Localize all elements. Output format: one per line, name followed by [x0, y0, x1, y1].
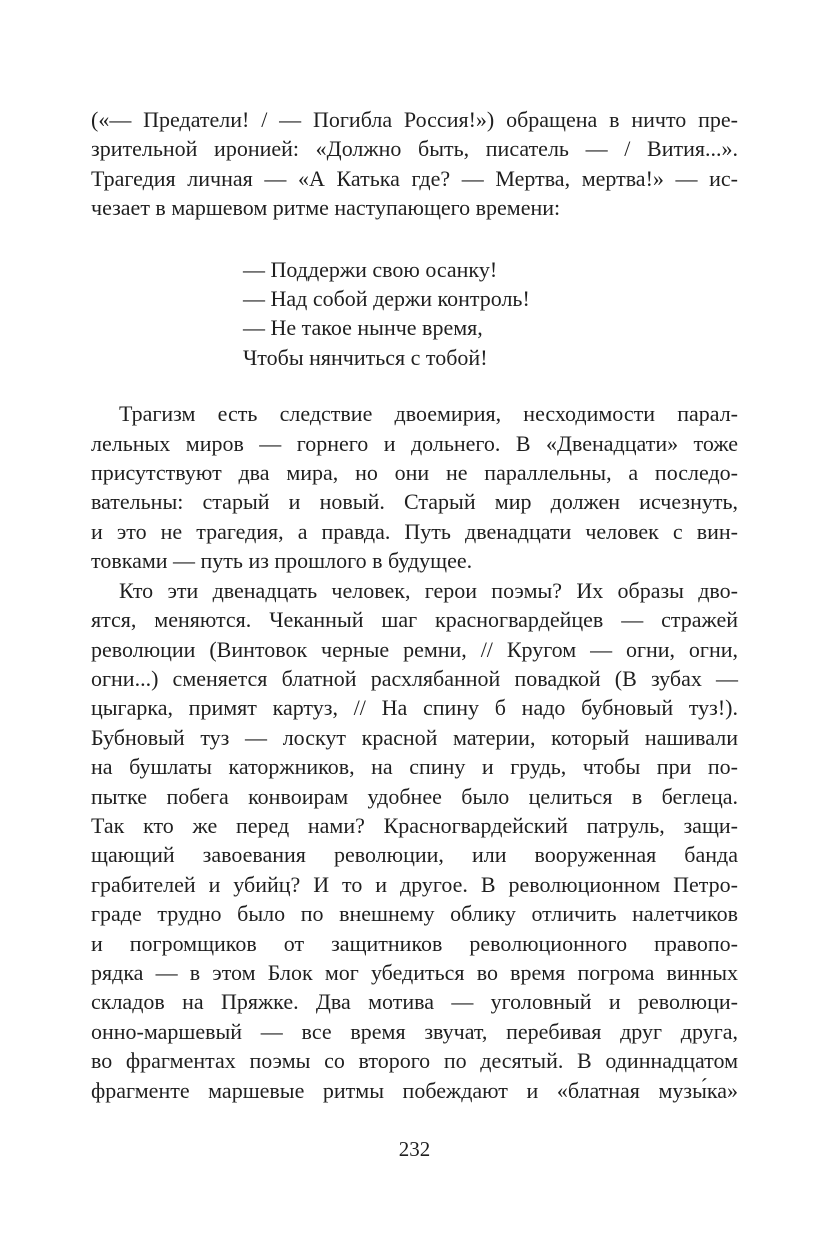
text-line: складов на Пряжке. Два мотива — уголовный и революци-: [91, 989, 738, 1015]
text-line: — Не такое нынче время,: [243, 315, 483, 341]
text-line: на бушлаты каторжников, на спину и грудь, чтобы при по-: [91, 754, 738, 780]
page-number: 232: [398, 1137, 431, 1161]
text-line: цыгарка, примят картуз, // На спину б надо бубновый туз!).: [91, 695, 738, 721]
text-line: фрагменте маршевые ритмы побеждают и «блатная музы́ка»: [91, 1077, 738, 1103]
text-line: и погромщиков от защитников революционного правопо-: [91, 930, 738, 956]
text-line: во фрагментах поэмы со второго по десятый. В одиннадцатом: [91, 1048, 738, 1074]
text-line: грабителей и убийц? И то и другое. В революционном Петро-: [91, 871, 738, 897]
text-block: [91, 105, 738, 1164]
text-line: — Поддержи свою осанку!: [243, 256, 498, 282]
paragraph-opening: [91, 105, 738, 223]
text-line: революции (Винтовок черные ремни, // Кругом — огни, огни,: [91, 636, 738, 662]
text-line: чезает в маршевом ритме наступающего времени:: [91, 195, 561, 221]
text-line: Трагизм есть следствие двоемирия, несходимости парал-: [119, 401, 738, 427]
text-line: — Над собой держи контроль!: [243, 286, 530, 312]
text-line: лельных миров — горнего и дольнего. В «Двенадцати» тоже: [91, 430, 738, 456]
verse-quote: [243, 255, 738, 373]
paragraph-tragizm: [91, 399, 738, 575]
paragraph-dvenadtsat: [91, 576, 738, 1105]
text-line: ятся, меняются. Чеканный шаг красногвардейцев — стражей: [91, 607, 738, 633]
text-line: присутствуют два мира, но они не параллельны, а последо-: [91, 460, 738, 486]
text-line: онно-маршевый — все время звучат, перебивая друг друга,: [91, 1018, 738, 1044]
text-line: Бубновый туз — лоскут красной материи, который нашивали: [91, 724, 738, 750]
text-line: рядка — в этом Блок мог убедиться во время погрома винных: [91, 959, 738, 985]
text-line: Так кто же перед нами? Красногвардейский патруль, защи-: [91, 812, 738, 838]
text-line: («— Предатели! / — Погибла Россия!») обращена в ничто пре-: [91, 107, 738, 132]
text-line: пытке побега конвоирам удобнее было целиться в беглеца.: [91, 783, 738, 809]
text-line: огни...) сменяется блатной расхлябанной повадкой (В зубах —: [91, 665, 738, 691]
text-line: товками — путь из прошлого в будущее.: [91, 548, 473, 574]
text-line: Кто эти двенадцать человек, герои поэмы? Их образы дво-: [119, 577, 738, 603]
text-line: Чтобы нянчиться с тобой!: [243, 344, 488, 370]
text-line: граде трудно было по внешнему облику отличить налетчиков: [91, 901, 738, 927]
text-line: зрительной иронией: «Должно быть, писатель — / Вития...».: [91, 136, 738, 162]
text-line: и это не трагедия, а правда. Путь двенадцати человек с вин-: [91, 518, 738, 544]
text-line: щающий завоевания революции, или вооруженная банда: [91, 842, 738, 868]
text-line: Трагедия личная — «А Катька где? — Мертва, мертва!» — ис-: [91, 165, 738, 191]
text-line: вательны: старый и новый. Старый мир должен исчезнуть,: [91, 489, 738, 515]
